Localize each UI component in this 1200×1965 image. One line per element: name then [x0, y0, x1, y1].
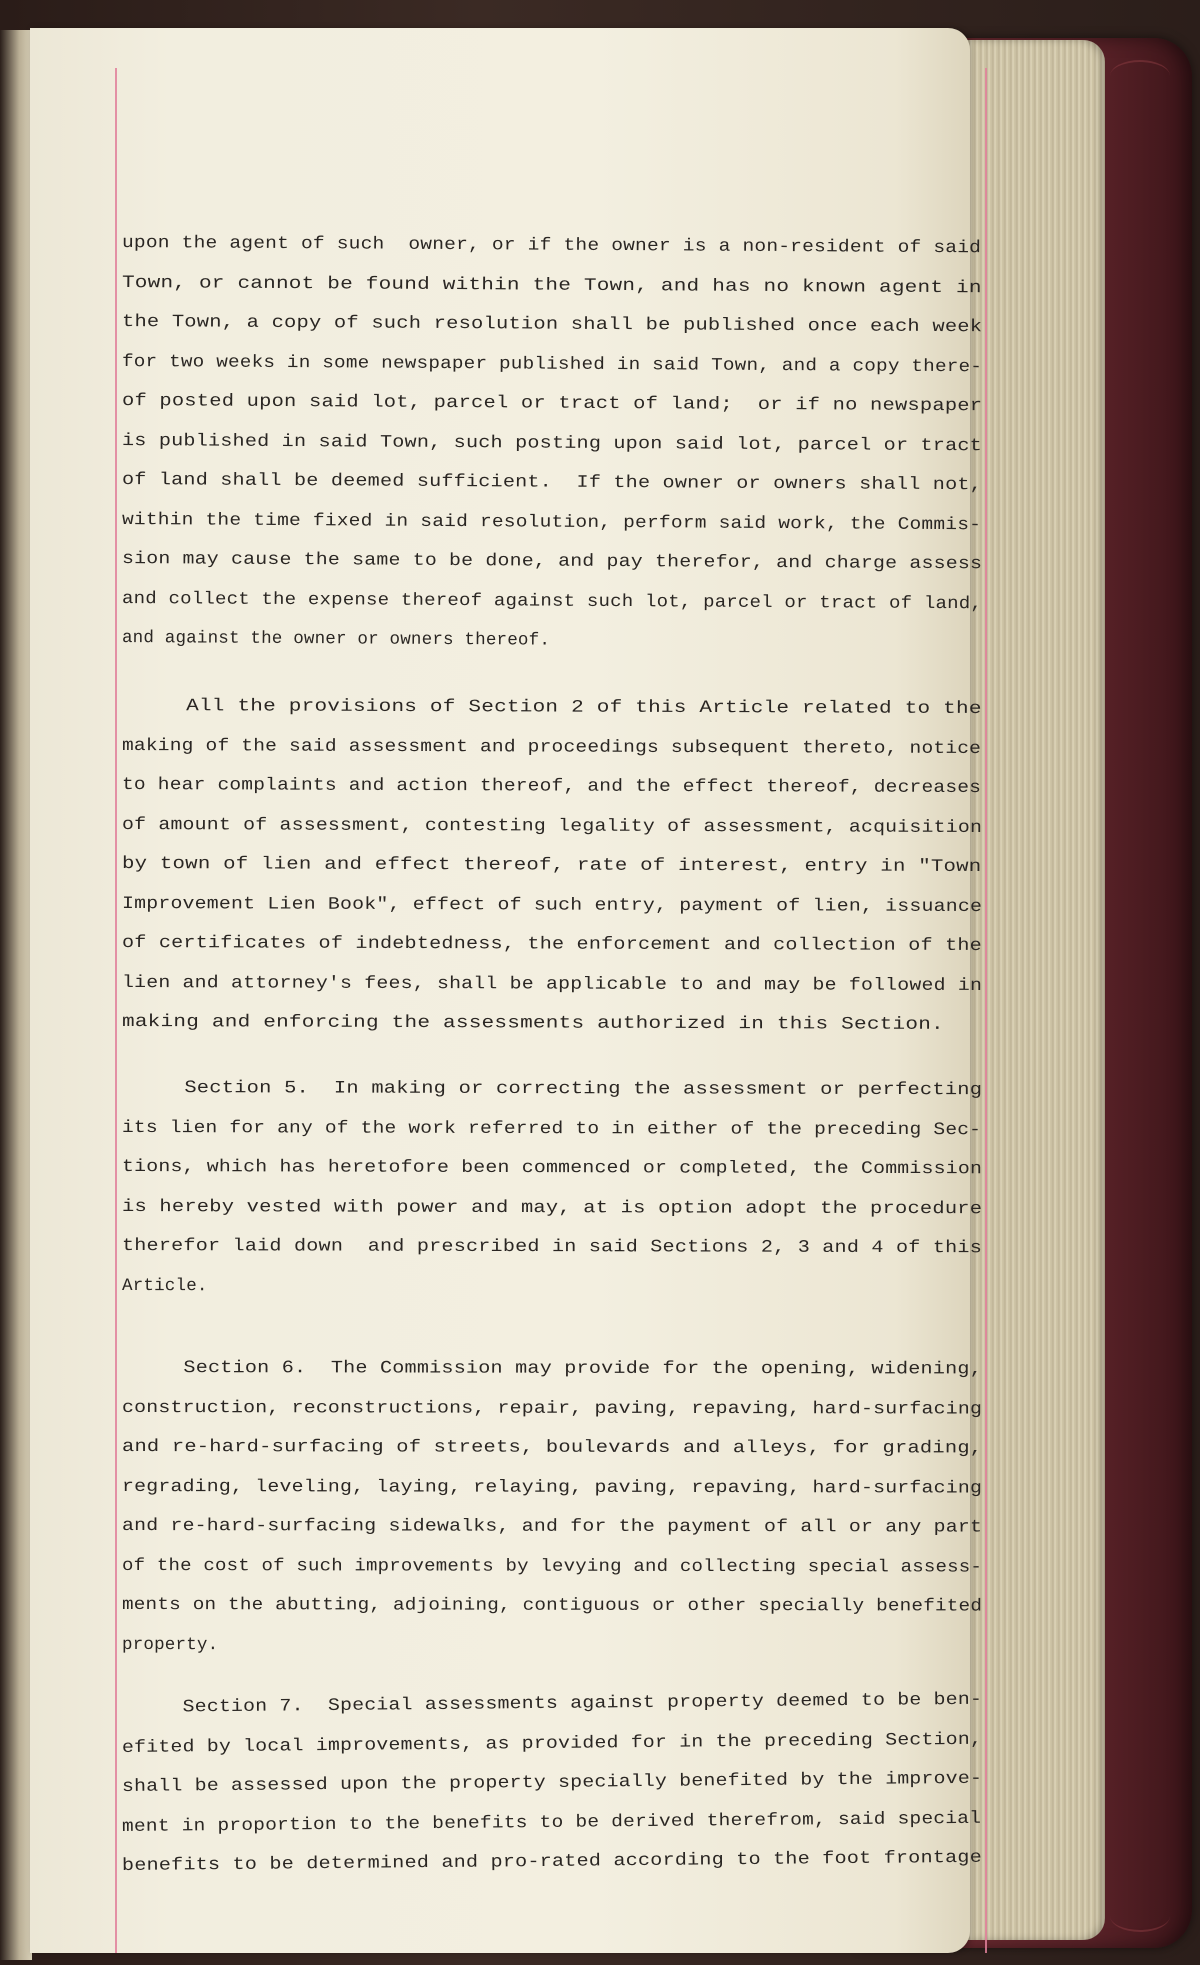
- text-line: is hereby vested with power and may, at is option adopt the procedure: [121, 1196, 983, 1219]
- text-line: regrading, leveling, laying, relaying, paving, repaving, hard-surfacing: [121, 1476, 983, 1499]
- text-line: sion may cause the same to be done, and pay therefor, and charge assess: [121, 549, 983, 575]
- typed-page: [30, 28, 983, 1953]
- text-line: and against the owner or owners thereof.: [121, 628, 551, 651]
- text-line: the Town, a copy of such resolution shall be published once each week: [121, 312, 983, 338]
- text-line: for two weeks in some newspaper published in said Town, and a copy there-: [121, 351, 983, 377]
- text-line: Section 7. Special assessments against property deemed to be ben-: [121, 1689, 983, 1718]
- text-line: by town of lien and effect thereof, rate of interest, entry in "Town: [121, 854, 982, 877]
- text-line: benefits to be determined and pro-rated according to the foot frontage: [121, 1847, 983, 1876]
- text-line: of land shall be deemed sufficient. If the owner or owners shall not,: [121, 470, 983, 496]
- text-line: and re-hard-surfacing of streets, boulevards and alleys, for grading,: [121, 1437, 983, 1459]
- text-line: of the cost of such improvements by levying and collecting special assess-: [121, 1555, 983, 1578]
- text-line: Town, or cannot be found within the Town, and has no known agent in: [121, 272, 982, 298]
- text-line: Article.: [121, 1275, 208, 1296]
- text-line: shall be assessed upon the property specially benefited by the improve-: [121, 1768, 983, 1797]
- text-line: lien and attorney's fees, shall be applicable to and may be followed in: [121, 972, 983, 996]
- text-line: construction, reconstructions, repair, paving, repaving, hard-surfacing: [121, 1397, 983, 1420]
- text-line: and collect the expense thereof against such lot, parcel or tract of land,: [121, 588, 983, 614]
- text-line: Section 6. The Commission may provide for the opening, widening,: [121, 1358, 983, 1380]
- text-line: of amount of assessment, contesting legality of assessment, acquisition: [121, 814, 983, 838]
- text-line: making and enforcing the assessments authorized in this Section.: [121, 1012, 944, 1035]
- cover-ridge: [1110, 1900, 1170, 1932]
- text-line: Section 5. In making or correcting the assessment or perfecting: [121, 1078, 983, 1101]
- text-line: ments on the abutting, adjoining, contiguous or other specially benefited: [121, 1595, 983, 1617]
- binding-spine: [0, 30, 32, 1960]
- text-line: All the provisions of Section 2 of this Article related to the: [121, 696, 982, 720]
- left-margin-rule: [115, 68, 117, 1953]
- text-line: efited by local improvements, as provided for in the preceding Section,: [121, 1729, 983, 1758]
- text-line: therefor laid down and prescribed in said Sections 2, 3 and 4 of this: [121, 1236, 983, 1259]
- right-margin-rule: [985, 68, 987, 1953]
- text-line: within the time fixed in said resolution, perform said work, the Commis-: [121, 509, 982, 535]
- text-line: property.: [121, 1634, 219, 1655]
- text-line: making of the said assessment and proceedings subsequent thereto, notice: [121, 735, 982, 759]
- text-line: of posted upon said lot, parcel or tract of land; or if no newspaper: [121, 391, 983, 417]
- text-line: its lien for any of the work referred to in either of the preceding Sec-: [121, 1117, 982, 1140]
- text-line: upon the agent of such owner, or if the owner is a non-resident of said: [121, 233, 982, 259]
- text-line: and re-hard-surfacing sidewalks, and for the payment of all or any part: [121, 1516, 983, 1538]
- text-line: Improvement Lien Book", effect of such entry, payment of lien, issuance: [121, 893, 983, 917]
- text-line: is published in said Town, such posting upon said lot, parcel or tract: [121, 430, 983, 456]
- text-line: of certificates of indebtedness, the enforcement and collection of the: [121, 933, 983, 957]
- text-line: to hear complaints and action thereof, and the effect thereof, decreases: [121, 775, 982, 798]
- cover-ridge: [1110, 60, 1170, 92]
- text-line: ment in proportion to the benefits to be derived therefrom, said special: [121, 1808, 982, 1837]
- text-line: tions, which has heretofore been commenced or completed, the Commission: [121, 1157, 983, 1180]
